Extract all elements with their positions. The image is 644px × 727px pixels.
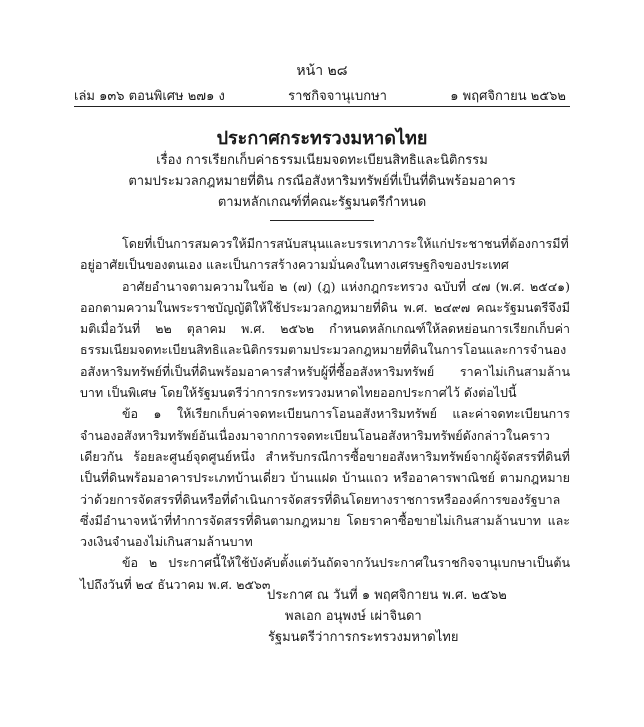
document-title: ประกาศกระทรวงมหาดไทย xyxy=(216,128,428,149)
subject-block xyxy=(0,150,644,213)
publication-date: ๑ พฤศจิกายน ๒๕๖๒ xyxy=(450,89,566,104)
paragraph-preamble: โดยที่เป็นการสมควรให้มีการสนับสนุนและบรรเทาภาระให้แก่ประชาชนที่ต้องการมีที่อยู่อาศัยเป็นของตนเอง และเป็นการสร้างความมั่นคงในทางเศรษฐกิจของประเทศ xyxy=(80,236,569,273)
gazette-header xyxy=(74,85,566,106)
subject-line: ตามประมวลกฎหมายที่ดิน กรณีอสังหาริมทรัพย์ที่เป็นที่ดินพร้อมอาคาร xyxy=(128,174,516,189)
subject-line: ตามหลักเกณฑ์ที่คณะรัฐมนตรีกำหนด xyxy=(217,195,427,210)
signatory-position: รัฐมนตรีว่าการกระทรวงมหาดไทย xyxy=(268,630,459,645)
title-divider xyxy=(270,220,374,221)
page-number: หน้า ๒๘ xyxy=(296,63,348,79)
gazette-name: ราชกิจจานุเบกษา xyxy=(288,89,387,104)
subject-line: เรื่อง การเรียกเก็บค่าธรรมเนียมจดทะเบียนสิทธิและนิติกรรม xyxy=(156,153,488,168)
signatory-name: พลเอก อนุพงษ์ เผ่าจินดา xyxy=(285,609,422,624)
document-body xyxy=(80,233,570,595)
header-divider xyxy=(74,106,570,107)
paragraph-authority: อาศัยอำนาจตามความในข้อ ๒ (๗) (ฎ) แห่งกฎกระทรวง ฉบับที่ ๔๗ (พ.ศ. ๒๕๔๑) ออกตามความในพระราชบัญญัติให้ใช้ประมวลกฎหมายที่ดิน พ.ศ. ๒๔๙๗ คณะรัฐมนตรีจึงมีมติเมื่อวันที่ ๒๒ ตุลาคม พ.ศ. ๒๕๖๒ กำหนดหลักเกณฑ์ให้ลดหย่อนการเรียกเก็บค่าธรรมเนียมจดทะเบียนสิทธิและนิติกรรมตามประมวลกฎหมายที่ดินในการโอนและการจำนองอสังหาริมทรัพย์ที่เป็นที่ดินพร้อมอาคารสำหรับผู้ที่ซื้ออสังหาริมทรัพย์ ราคาไม่เกินสามล้านบาท เป็นพิเศษ โดยให้รัฐมนตรีว่าการกระทรวงมหาดไทยออกประกาศไว้ ดังต่อไปนี้ xyxy=(80,278,570,401)
paragraph-clause-2: ข้อ ๒ ประกาศนี้ให้ใช้บังคับตั้งแต่วันถัดจากวันประกาศในราชกิจจานุเบกษาเป็นต้นไปถึงวันที่ ๒๔ ธันวาคม พ.ศ. ๒๕๖๓ xyxy=(80,555,570,592)
announcement-date: ประกาศ ณ วันที่ ๑ พฤศจิกายน พ.ศ. ๒๕๖๒ xyxy=(267,588,507,603)
paragraph-clause-1: ข้อ ๑ ให้เรียกเก็บค่าจดทะเบียนการโอนอสังหาริมทรัพย์ และค่าจดทะเบียนการจำนองอสังหาริมทรัพย์อันเนื่องมาจากการจดทะเบียนโอนอสังหาริมทรัพย์ดังกล่าวในคราวเดียวกัน ร้อยละศูนย์จุดศูนย์หนึ่ง สำหรับกรณีการซื้อขายอสังหาริมทรัพย์จากผู้จัดสรรที่ดินที่เป็นที่ดินพร้อมอาคารประเภทบ้านเดี่ยว บ้านแฝด บ้านแถว หรืออาคารพาณิชย์ ตามกฎหมายว่าด้วยการจัดสรรที่ดินหรือที่ดำเนินการจัดสรรที่ดินโดยทางราชการหรือองค์การของรัฐบาลซึ่งมีอำนาจหน้าที่ทำการจัดสรรที่ดินตามกฎหมาย โดยราคาซื้อขายไม่เกินสามล้านบาท และวงเงินจำนองไม่เกินสามล้านบาท xyxy=(80,406,570,550)
volume-info: เล่ม ๑๓๖ ตอนพิเศษ ๒๗๑ ง xyxy=(74,89,225,104)
